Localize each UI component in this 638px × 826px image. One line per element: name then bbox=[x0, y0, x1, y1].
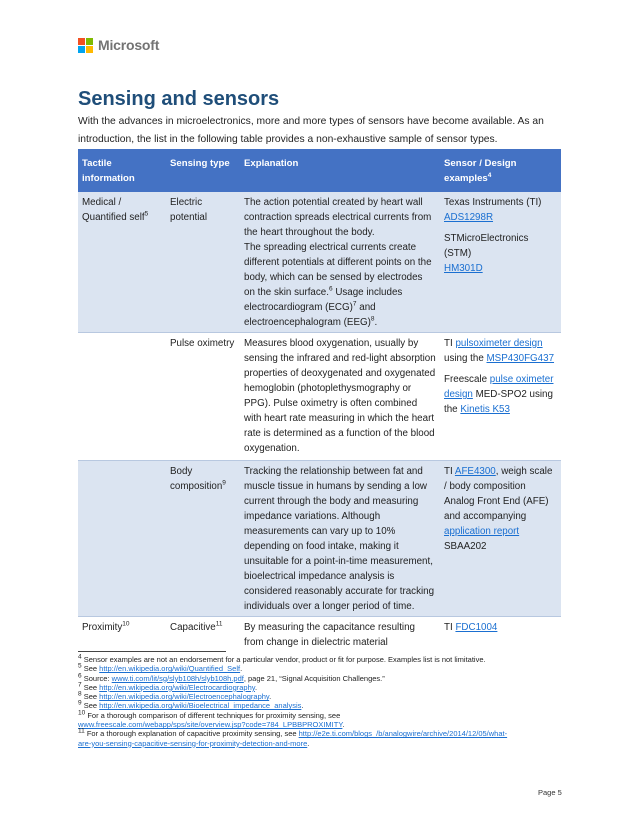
cell-proximity-examples: TI FDC1004 bbox=[440, 617, 561, 653]
cell-body-tactile bbox=[78, 461, 166, 617]
footnote-9: $^9$ See http://en.wikipedia.org/wiki/Bioelectrical_impedance_analysis. bbox=[78, 699, 304, 711]
link-afe4300[interactable]: AFE4300 bbox=[454, 466, 496, 477]
windows-logo-icon bbox=[78, 38, 93, 53]
link-ads1298r[interactable]: ADS1298R bbox=[444, 212, 494, 223]
footnote-6: $^6$ Source: www.ti.com/lit/sg/slyb108h/slyb108h.pdf, page 21, “Signal Acquisition Challenges.” bbox=[78, 672, 385, 683]
microsoft-logo bbox=[78, 37, 159, 53]
logo-square-red bbox=[78, 38, 85, 45]
footnote-10: $^{10}$ For a thorough comparison of different techniques for proximity sensing, see bbox=[78, 709, 341, 720]
footnote-5: $^5$ See http://en.wikipedia.org/wiki/Quantified_Self. bbox=[78, 662, 243, 674]
footnote-11: $^{11}$ For a thorough explanation of capacitive proximity sensing, see http://e2e.ti.com/blogs_/b/analogwire/archive/2014/12/05/what- bbox=[78, 727, 508, 739]
footnote-4: $^4$ Sensor examples are not an endorsement for a particular vendor, product or fit for purpose. Examples list is not limitative. bbox=[78, 653, 486, 664]
table-row-pulse-oximetry bbox=[78, 333, 561, 461]
cell-pulse-explanation: Measures blood oxygenation, usually by sensing the infrared and red-light absorption properties of deoxygenated and oxygenated hemoglobin (photoplethysmography or PPG). Pulse oximetry is often combined with heart rate measuring in which the heart rate is determined as a function of the blood oxygenation. bbox=[240, 333, 440, 461]
table-row-body-composition bbox=[78, 461, 561, 617]
intro-paragraph: With the advances in microelectronics, more and more types of sensors have become available. As an introduction, the list in the following table provides a non-exhaustive sample of sensor types. bbox=[78, 116, 544, 145]
link-fdc1004[interactable]: FDC1004 bbox=[455, 622, 498, 633]
cell-medical-sensing: Electric potential bbox=[166, 192, 240, 333]
table-header-row bbox=[78, 149, 561, 192]
header-tactile: Tactile information bbox=[78, 149, 166, 192]
cell-pulse-examples: TI pulsoximeter design using the MSP430FG437 Freescale pulse oximeter design MED-SPO2 using the Kinetis K53 bbox=[440, 333, 561, 461]
footnote-10-cont: www.freescale.com/webapp/sps/site/overview.jsp?code=784_LPBBPROXIMITY. bbox=[78, 720, 345, 730]
link-pulsoximeter-design[interactable]: pulsoximeter design bbox=[455, 338, 543, 349]
logo-square-green bbox=[86, 38, 93, 45]
cell-pulse-tactile bbox=[78, 333, 166, 461]
link-msp430fg437[interactable]: MSP430FG437 bbox=[486, 353, 555, 364]
footnote-11-link-a[interactable]: http://e2e.ti.com/blogs_/b/analogwire/archive/2014/12/05/what- bbox=[298, 729, 508, 739]
table-row-medical bbox=[78, 192, 561, 333]
cell-medical-tactile: Medical / Quantified self$^5$ bbox=[78, 192, 166, 333]
link-hm301d[interactable]: HM301D bbox=[444, 263, 483, 274]
footnote-5-link[interactable]: http://en.wikipedia.org/wiki/Quantified_Self bbox=[99, 664, 241, 674]
table-row-proximity bbox=[78, 617, 561, 653]
header-explanation: Explanation bbox=[240, 149, 440, 192]
cell-medical-examples: Texas Instruments (TI) ADS1298R STMicroElectronics (STM) HM301D bbox=[440, 192, 561, 333]
link-pulse-oximeter-design[interactable]: pulse oximeter design bbox=[444, 374, 554, 400]
header-examples: Sensor / Design examples$^4$ bbox=[440, 149, 561, 192]
footnote-7-link[interactable]: http://en.wikipedia.org/wiki/Electrocardiography bbox=[99, 682, 255, 692]
footnote-8: $^8$ See http://en.wikipedia.org/wiki/Electroencephalography. bbox=[78, 690, 272, 702]
footnote-10-link[interactable]: www.freescale.com/webapp/sps/site/overview.jsp?code=784_LPBBPROXIMITY bbox=[78, 720, 343, 730]
footnote-separator bbox=[78, 651, 226, 652]
page-title: Sensing and sensors bbox=[78, 88, 280, 110]
cell-pulse-sensing: Pulse oximetry bbox=[166, 333, 240, 461]
header-sensing: Sensing type bbox=[166, 149, 240, 192]
footnote-7: $^7$ See http://en.wikipedia.org/wiki/Electrocardiography. bbox=[78, 681, 258, 692]
cell-body-examples: TI AFE4300, weigh scale / body composition Analog Front End (AFE) and accompanying application report SBAA202 bbox=[440, 461, 561, 617]
cell-body-sensing: Body composition$^9$ bbox=[166, 461, 240, 617]
logo-square-yellow bbox=[86, 46, 93, 53]
sensor-types-table bbox=[78, 149, 561, 652]
page-number: Page 5 bbox=[538, 788, 562, 797]
cell-proximity-explanation: By measuring the capacitance resulting from change in dielectric material bbox=[240, 617, 440, 653]
footnote-11-cont: are-you-sensing-capacitive-sensing-for-proximity-detection-and-more. bbox=[78, 738, 310, 748]
logo-text: Microsoft bbox=[98, 37, 160, 53]
cell-body-explanation: Tracking the relationship between fat and muscle tissue in humans by sending a low current through the body and measuring impedance variations. Although measurements can vary up to 10% depending on food intake, making it unsuitable for a point-in-time measurement, bioelectrical impedance analysis is considered reasonably accurate for tracking individuals over a longer period of time. bbox=[240, 461, 440, 617]
link-application-report[interactable]: application report bbox=[444, 526, 520, 537]
cell-medical-explanation: The action potential created by heart wall contraction spreads electrical currents from the heart throughout the body. The spreading electrical currents create different potentials at different points on the body, which can be sensed by electrodes on the skin surface.$^6$ Usage includes electrocardiogram (ECG)$^7$ and electroencephalogram (EEG)$^8$. bbox=[240, 192, 440, 333]
logo-square-blue bbox=[78, 46, 85, 53]
cell-proximity-sensing: Capacitive$^{11}$ bbox=[166, 617, 240, 653]
footnotes bbox=[78, 655, 558, 748]
footnote-11-link-b[interactable]: are-you-sensing-capacitive-sensing-for-proximity-detection-and-more bbox=[78, 738, 308, 748]
link-kinetis-k53[interactable]: Kinetis K53 bbox=[460, 404, 510, 415]
footnote-9-link[interactable]: http://en.wikipedia.org/wiki/Bioelectrical_impedance_analysis bbox=[99, 701, 302, 711]
footnote-8-link[interactable]: http://en.wikipedia.org/wiki/Electroencephalography bbox=[99, 692, 270, 702]
footnote-6-link[interactable]: www.ti.com/lit/sg/slyb108h/slyb108h.pdf bbox=[111, 673, 244, 683]
cell-proximity-tactile: Proximity$^{10}$ bbox=[78, 617, 166, 653]
